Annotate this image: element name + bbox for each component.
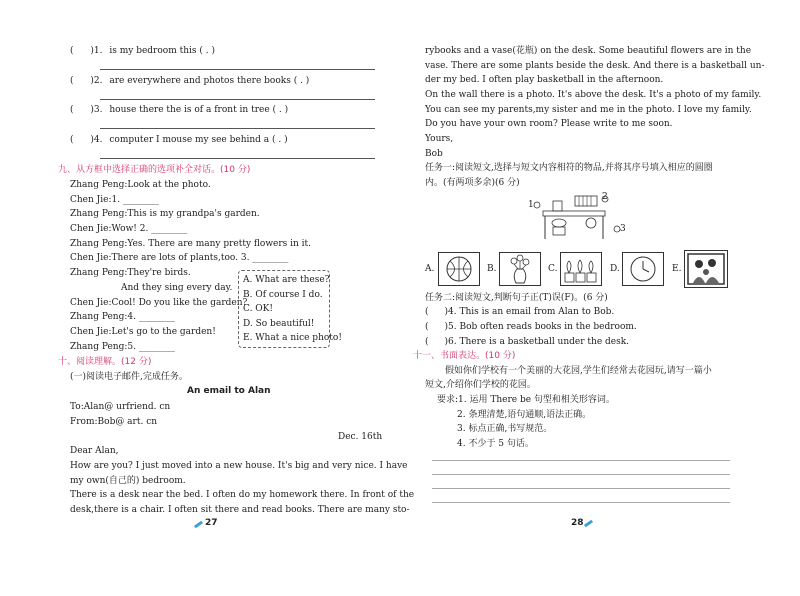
- paren: (: [425, 307, 429, 317]
- tf-item-6: [425, 336, 629, 348]
- writing-line[interactable]: [432, 474, 730, 475]
- scrambled-words: is my bedroom this ( . ): [109, 46, 215, 56]
- dialog-line: Zhang Peng:Look at the photo.: [70, 180, 211, 190]
- page-number: 28: [571, 518, 584, 528]
- answer-line[interactable]: [100, 99, 375, 100]
- choice-label: C.: [548, 264, 558, 274]
- paren: (: [70, 46, 74, 56]
- dialog-line: And they sing every day.: [121, 283, 233, 293]
- tf-item-4: [425, 306, 614, 318]
- requirement: 2. 条理清楚,语句通顺,语法正确。: [457, 410, 592, 420]
- email-body-line: How are you? I just moved into a new house. It's big and very nice. I have: [70, 461, 408, 471]
- email-date: Dec. 16th: [338, 432, 383, 442]
- choice-clock[interactable]: [622, 252, 664, 286]
- options-box: [238, 270, 342, 348]
- tf-text: )4. This is an email from Alan to Bob.: [444, 307, 615, 317]
- answer-line[interactable]: [100, 128, 375, 129]
- choice-label: D.: [610, 264, 620, 274]
- paren: (: [70, 105, 74, 115]
- q11-text: 假如你们学校有一个美丽的大花园,学生们经常去花园玩,请写一篇小: [445, 366, 712, 376]
- dialog-line: Zhang Peng:They're birds.: [70, 268, 191, 278]
- item-number: )1.: [90, 46, 103, 56]
- writing-line[interactable]: [432, 502, 730, 503]
- task1-line: 任务一:阅读短文,选择与短文内容相符的物品,并将其序号填入相应的圆圈: [425, 163, 713, 173]
- scrambled-words: computer I mouse my see behind a ( . ): [109, 135, 288, 145]
- option-d: D. So beautiful!: [243, 319, 315, 329]
- dialog-line: Zhang Peng:4. ________: [70, 312, 175, 322]
- choice-label: A.: [425, 264, 435, 274]
- dialog-line: Chen Jie:Wow! 2. ________: [70, 224, 188, 234]
- email-body-line: der my bed. I often play basketball in the afternoon.: [425, 75, 664, 85]
- email-title: An email to Alan: [187, 386, 271, 396]
- vase-flowers-icon: [500, 253, 540, 285]
- option-b: B. Of course I do.: [243, 290, 323, 300]
- q11-title: 十一、书面表达。(10 分): [413, 351, 516, 361]
- circle-number: 2: [602, 192, 608, 202]
- item-number: )3.: [90, 105, 103, 115]
- tf-item-5: [425, 321, 637, 333]
- task2-title: 任务二:阅读短文,判断句子正(T)误(F)。(6 分): [425, 293, 608, 303]
- clock-icon: [623, 253, 663, 285]
- q10-title: 十、阅读理解。(12 分): [58, 357, 152, 367]
- choice-plants[interactable]: [560, 252, 602, 286]
- dialog-line: Zhang Peng:This is my grandpa's garden.: [70, 209, 260, 219]
- email-from: From:Bob@ art. cn: [70, 417, 158, 427]
- email-body-line: vase. There are some plants beside the desk. And there is a basketball un-: [425, 61, 765, 71]
- email-body-line: On the wall there is a photo. It's above the desk. It's a photo of my family.: [425, 90, 762, 100]
- dialog-line: Chen Jie:Cool! Do you like the garden?: [70, 298, 248, 308]
- q11-text: 短文,介绍你们学校的花园。: [425, 380, 536, 390]
- q8-item-1: [70, 45, 215, 57]
- email-to: To:Alan@ urfriend. cn: [70, 402, 171, 412]
- basketball-icon: [439, 253, 479, 285]
- requirement: 要求:1. 运用 There be 句型和相关形容词。: [437, 395, 615, 405]
- email-body-line: You can see my parents,my sister and me in the photo. I love my family.: [425, 105, 752, 115]
- option-a: A. What are these?: [243, 275, 330, 285]
- paren: (: [70, 76, 74, 86]
- email-signature: Bob: [425, 149, 443, 159]
- scrambled-words: are everywhere and photos there books ( . ): [109, 76, 310, 86]
- page-number: 27: [205, 518, 218, 528]
- choice-basketball[interactable]: [438, 252, 480, 286]
- q10-subtitle: (一)阅读电子邮件,完成任务。: [70, 372, 188, 382]
- email-body-line: my own(自己的) bedroom.: [70, 476, 186, 486]
- paren: (: [70, 135, 74, 145]
- tf-text: )6. There is a basketball under the desk.: [444, 337, 630, 347]
- dialog-line: Zhang Peng:Yes. There are many pretty flowers in it.: [70, 239, 312, 249]
- dialog-line: Chen Jie:There are lots of plants,too. 3. ________: [70, 253, 289, 263]
- item-number: )2.: [90, 76, 103, 86]
- writing-line[interactable]: [432, 488, 730, 489]
- choice-label: E.: [672, 264, 682, 274]
- email-greeting: Dear Alan,: [70, 446, 119, 456]
- answer-line[interactable]: [100, 158, 375, 159]
- q8-item-4: [70, 134, 288, 146]
- plants-icon: [561, 253, 601, 285]
- scrambled-words: house there the is of a front in tree ( . ): [109, 105, 289, 115]
- dialog-line: Zhang Peng:5. ________: [70, 342, 175, 352]
- item-number: )4.: [90, 135, 103, 145]
- q8-item-2: [70, 75, 309, 87]
- paren: (: [425, 322, 429, 332]
- task1-line: 内。(有两项多余)(6 分): [425, 178, 520, 188]
- answer-line[interactable]: [100, 69, 375, 70]
- requirement: 3. 标点正确,书写规范。: [457, 424, 553, 434]
- q9-title: 九、从方框中选择正确的选项补全对话。(10 分): [58, 165, 251, 175]
- option-c: C. OK!: [243, 304, 274, 314]
- choice-label: B.: [487, 264, 497, 274]
- q8-item-3: [70, 104, 288, 116]
- circle-number: 1: [528, 200, 534, 210]
- paren: (: [425, 337, 429, 347]
- tf-text: )5. Bob often reads books in the bedroom.: [444, 322, 637, 332]
- answer-circle[interactable]: [534, 202, 540, 208]
- dialog-line: Chen Jie:Let's go to the garden!: [70, 327, 216, 337]
- circle-number: 3: [620, 224, 626, 234]
- email-body-line: desk,there is a chair. I often sit there and read books. There are many sto-: [70, 505, 410, 515]
- choice-vase[interactable]: [499, 252, 541, 286]
- pen-icon: [194, 521, 203, 529]
- email-body-line: Do you have your own room? Please write to me soon.: [425, 119, 673, 129]
- writing-line[interactable]: [432, 460, 730, 461]
- email-body-line: There is a desk near the bed. I often do my homework there. In front of the: [70, 490, 415, 500]
- email-closing: Yours,: [425, 134, 454, 144]
- choice-family-photo[interactable]: [684, 250, 728, 288]
- requirement: 4. 不少于 5 句话。: [457, 439, 534, 449]
- option-e: E. What a nice photo!: [243, 333, 342, 343]
- dialog-line: Chen Jie:1. ________: [70, 195, 159, 205]
- family-photo-icon: [685, 251, 727, 287]
- room-illustration: [533, 193, 629, 243]
- email-body-line: rybooks and a vase(花瓶) on the desk. Some beautiful flowers are in the: [425, 46, 752, 56]
